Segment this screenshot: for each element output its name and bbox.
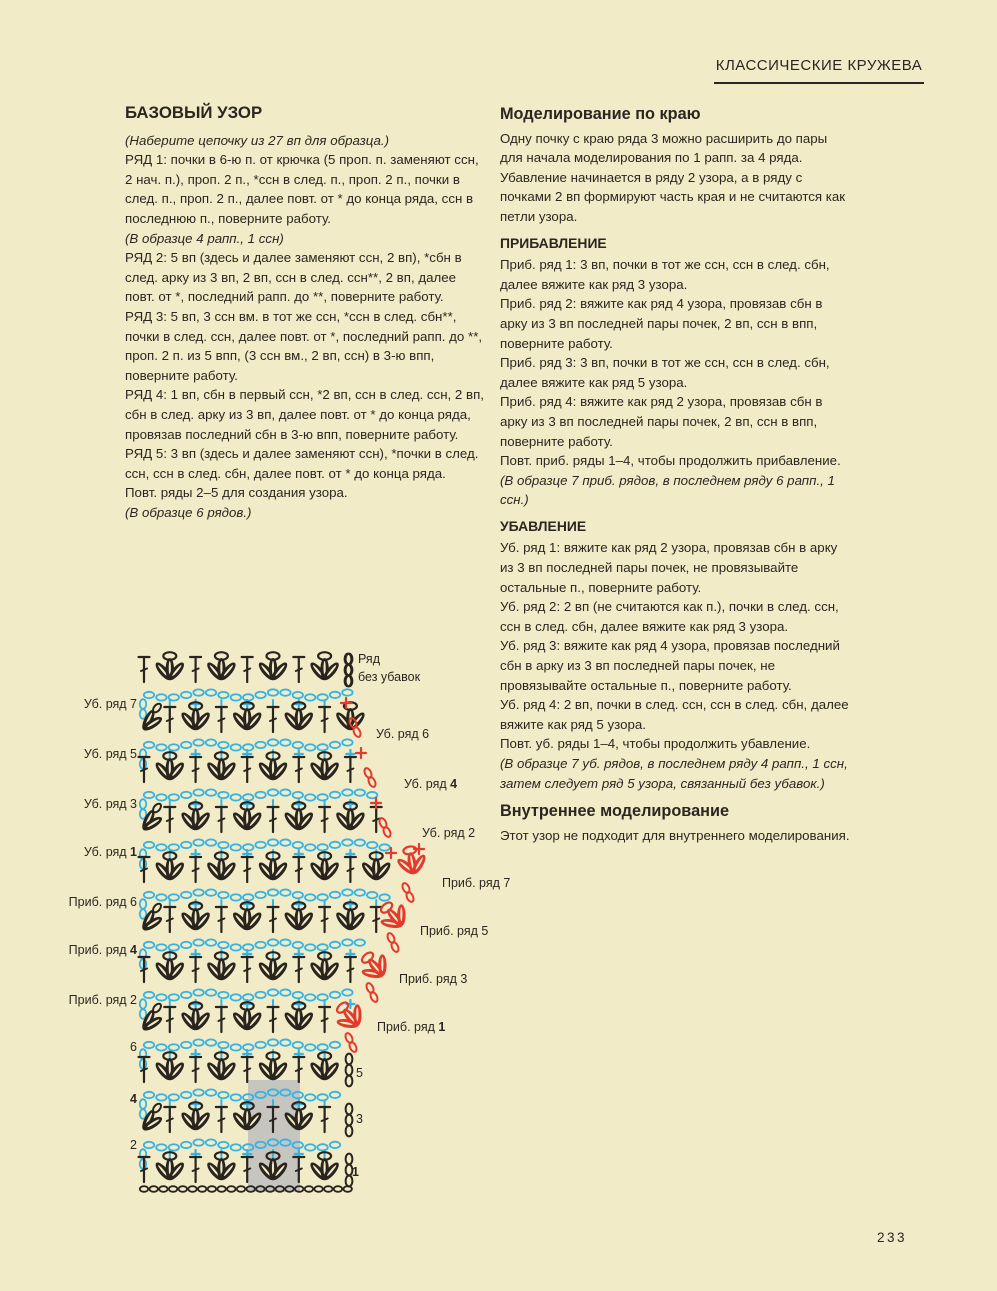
chart-row-label-left: 4 [130, 1092, 137, 1106]
chart-row-label-left: Уб. ряд 1 [83, 845, 137, 859]
section-heading: Внутреннее моделирование [500, 802, 730, 821]
instruction-paragraph: Приб. ряд 2: вяжите как ряд 4 узора, провязав сбн в арку из 3 вп последней пары почек, 2 вп, ссн в впп, поверните работу. [500, 296, 823, 351]
chart-row-label-left: Приб. ряд 2 [68, 993, 137, 1007]
chart-row-label-right: 5 [356, 1066, 363, 1080]
chart-row-label-right: Уб. ряд 6 [376, 727, 430, 741]
chart-row-label-left: Уб. ряд 7 [83, 697, 137, 711]
chart-row-label-left: 2 [130, 1138, 137, 1152]
instruction-paragraph: РЯД 2: 5 вп (здесь и далее заменяют ссн, 2 вп), *сбн в след. арку из 3 вп, 2 вп, ссн в след. ссн**, 2 вп, далее повт. от *, последний рапп. до **, поверните работу. [125, 250, 462, 305]
chart-row-label-right: Приб. ряд 7 [442, 876, 511, 890]
section-title-basic-pattern: БАЗОВЫЙ УЗОР [125, 103, 263, 122]
instruction-paragraph: РЯД 5: 3 вп (здесь и далее заменяют ссн), *почки в след. ссн, ссн в след. сбн, далее повт. от * до конца ряда. [125, 446, 479, 481]
instruction-paragraph: Одну почку с краю ряда 3 можно расширить до пары для начала моделирования по 1 рапп. за 4 ряда. Убавление начинается в ряду 2 узора, а в ряду с почками 2 вп формируют часть края и не считаются как петли узора. [500, 130, 846, 224]
instruction-paragraph: РЯД 1: почки в 6-ю п. от крючка (5 проп. п. заменяют ссн, 2 нач. п.), проп. 2 п., *ссн в след. п., проп. 2 п., почки в след. п., проп. 2 п., далее повт. от * до конца ряда, ссн в последнюю п., поверните работу. [125, 152, 479, 226]
section-heading: УБАВЛЕНИЕ [500, 517, 587, 534]
instruction-paragraph: Повт. ряды 2–5 для создания узора. [125, 485, 348, 501]
chart-row-label-right: Уб. ряд 4 [404, 777, 458, 791]
chart-row-label-right: 3 [356, 1112, 363, 1126]
section-heading: Моделирование по краю [500, 105, 701, 123]
chart-row-label-right: Приб. ряд 3 [399, 972, 468, 986]
instruction-paragraph: (В образце 7 приб. рядов, в последнем ряду 6 рапп., 1 ссн.) [500, 472, 835, 508]
instruction-paragraph: Уб. ряд 2: 2 вп (не считаются как п.), почки в след. ссн, ссн в след. сбн, далее вяжите как ряд 3 узора. [500, 599, 839, 634]
instruction-paragraph: Приб. ряд 1: 3 вп, почки в тот же ссн, ссн в след. сбн, далее вяжите как ряд 3 узора. [500, 257, 830, 292]
instruction-paragraph: Приб. ряд 3: 3 вп, почки в тот же ссн, ссн в след. сбн, далее вяжите как ряд 5 узора. [500, 355, 830, 390]
instruction-paragraph: Повт. приб. ряды 1–4, чтобы продолжить прибавление. [500, 453, 841, 469]
chart-row-label-left: Уб. ряд 5 [83, 747, 137, 761]
instruction-paragraph: (Наберите цепочку из 27 вп для образца.) [125, 132, 390, 148]
chart-row-label-left: 6 [130, 1040, 137, 1054]
chart-label-row-without-decreases: без убавок [358, 670, 421, 684]
instruction-paragraph: Этот узор не подходит для внутреннего моделирования. [500, 827, 850, 843]
chart-row-label-left: Приб. ряд 6 [68, 895, 137, 909]
chart-row-label-right: 1 [352, 1165, 359, 1179]
chart-row-label-right: Уб. ряд 2 [422, 826, 476, 840]
instruction-paragraph: Уб. ряд 3: вяжите как ряд 4 узора, провязав последний сбн в арку из 3 вп последней пары почек, не провязывайте остальные п., поверните работу. [500, 638, 840, 693]
instruction-paragraph: (В образце 6 рядов.) [125, 504, 252, 520]
instruction-paragraph: Повт. уб. ряды 1–4, чтобы продолжить убавление. [500, 736, 811, 752]
chart-row-label-right: Приб. ряд 5 [420, 924, 489, 938]
instruction-paragraph: Уб. ряд 1: вяжите как ряд 2 узора, провязав сбн в арку из 3 вп последней пары почек, не провязывайте остальные п., поверните работу. [500, 540, 838, 595]
running-header-title: КЛАССИЧЕСКИЕ КРУЖЕВА [715, 57, 923, 74]
section-heading: ПРИБАВЛЕНИЕ [500, 234, 607, 251]
chart-label-row-without-decreases: Ряд [358, 652, 380, 666]
instruction-paragraph: (В образце 7 уб. рядов, в последнем ряду 4 рапп., 1 ссн, затем следует ряд 5 узора, связанный без убавок.) [500, 756, 848, 791]
instruction-paragraph: РЯД 4: 1 вп, сбн в первый ссн, *2 вп, ссн в след. ссн, 2 вп, сбн в след. арку из 3 вп, далее повт. от * до конца ряда, провязав последний сбн в 3-ю впп, поверните работу. [125, 387, 484, 442]
instruction-paragraph: (В образце 4 рапп., 1 ссн) [125, 230, 284, 246]
chart-row-label-left: Приб. ряд 4 [68, 943, 137, 957]
page-number: 233 [877, 1230, 908, 1245]
instruction-paragraph: РЯД 3: 5 вп, 3 ссн вм. в тот же ссн, *ссн в след. сбн**, почки в след. ссн, далее повт. от *, последний рапп. до **, проп. 2 п. из 5 впп, (3 ссн вм., 2 вп, ссн) в 3-ю впп, поверните работу. [125, 308, 483, 383]
chart-row-label-left: Уб. ряд 3 [83, 797, 137, 811]
chart-row-label-right: Приб. ряд 1 [377, 1020, 446, 1034]
instruction-paragraph: Приб. ряд 4: вяжите как ряд 2 узора, провязав сбн в арку из 3 вп последней пары почек, 2 вп, ссн в впп, поверните работу. [500, 394, 823, 449]
instruction-paragraph: Уб. ряд 4: 2 вп, почки в след. ссн, ссн в след. сбн, далее вяжите как ряд 5 узора. [500, 697, 849, 732]
